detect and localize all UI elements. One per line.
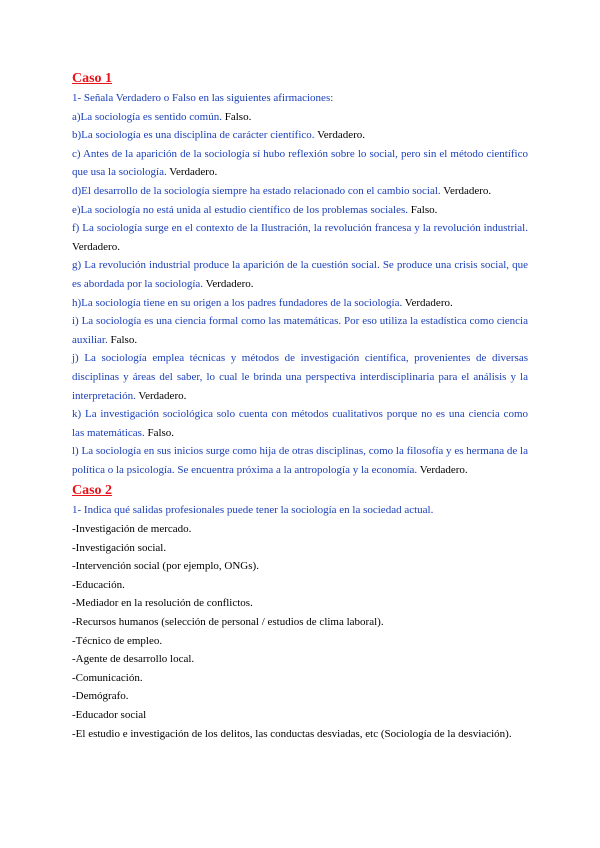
statement-j [72,349,528,405]
statement-g [72,256,528,293]
case-1-list [72,108,528,480]
statement-text: a)La sociología es sentido común. [72,110,222,123]
statement-text: i) La sociología es una ciencia formal como las matemáticas. Por eso utiliza la estadística como ciencia auxiliar. [72,315,528,346]
list-item: -Investigación social. [72,541,167,554]
statement-answer: Verdadero. [443,184,492,197]
statement-d [72,182,528,201]
statement-answer: Falso. [410,203,438,216]
statement-text: c) Antes de la aparición de la sociología sí hubo reflexión sobre lo social, pero sin el método científico que usa la sociología. [72,147,528,179]
list-item: -Educador social [72,709,147,721]
statement-i [72,312,528,349]
statement-b [72,126,528,145]
statement-text: b)La sociología es una disciplina de carácter científico. [72,129,315,142]
list-item: -Comunicación. [72,671,143,684]
case-2-heading: Caso 2 [72,483,113,499]
list-item: -Investigación de mercado. [72,523,192,536]
statement-answer: Falso. [110,333,138,346]
statement-text: f) La sociología surge en el contexto de la Ilustración, la revolución francesa y la revolución industrial. [72,222,528,235]
list-item: -Educación. [72,578,125,591]
statement-answer: Verdadero. [419,463,468,476]
statement-text: l) La sociología en sus inicios surge como hija de otras disciplinas, como la filosofía y es hermana de la política o la psicología. Se encuentra próxima a la antropología y la economía. [72,445,528,476]
statement-text: d)El desarrollo de la sociología siempre ha estado relacionado con el cambio social. [72,184,441,197]
statement-text: g) La revolución industrial produce la aparición de la cuestión social. Se produce una crisis social, que es abordada por la sociología. [72,259,528,290]
statement-l [72,442,528,479]
list-item: -Agente de desarrollo local. [72,653,195,666]
statement-c [72,145,528,182]
statement-text: e)La sociología no está unida al estudio científico de los problemas sociales. [72,203,409,216]
list-item: -Recursos humanos (selección de personal / estudios de clima laboral). [72,616,384,629]
statement-text: h)La sociología tiene en su origen a los padres fundadores de la sociología. [72,296,403,309]
case-1-prompt: 1- Señala Verdadero o Falso en las siguientes afirmaciones: [72,92,334,104]
list-item: -Demógrafo. [72,690,129,703]
statement-answer: Verdadero. [404,296,453,309]
statement-k [72,405,528,442]
document-page [72,70,528,743]
case-1-heading: Caso 1 [72,71,113,86]
statement-answer: Verdadero. [317,129,366,142]
case-2-prompt: 1- Indica qué salidas profesionales puede tener la sociología en la sociedad actual. [72,504,434,517]
statement-answer: Falso. [224,110,252,123]
statement-h [72,294,528,313]
list-item: -Intervención social (por ejemplo, ONGs). [72,560,259,573]
statement-answer: Verdadero. [138,389,187,402]
case-2-list [72,520,528,743]
list-item: -El estudio e investigación de los delitos, las conductas desviadas, etc (Sociología de la desviación). [72,727,512,740]
statement-answer: Verdadero. [72,240,120,253]
statement-f [72,219,528,256]
statement-text: k) La investigación sociológica solo cuenta con métodos cualitativos porque no es una ciencia como las matemáticas. [72,408,528,439]
statement-answer: Verdadero. [169,166,218,179]
list-item: -Técnico de empleo. [72,634,163,647]
statement-a [72,108,528,127]
statement-answer: Verdadero. [205,277,254,290]
statement-e [72,201,528,220]
statement-text: j) La sociología emplea técnicas y métodos de investigación científica, provenientes de diversas disciplinas y áreas del saber, lo cual le brinda una perspectiva interdisciplinaria para el análisis y la interpretación. [72,352,528,402]
list-item: -Mediador en la resolución de conflictos. [72,597,253,610]
statement-answer: Falso. [147,426,175,439]
